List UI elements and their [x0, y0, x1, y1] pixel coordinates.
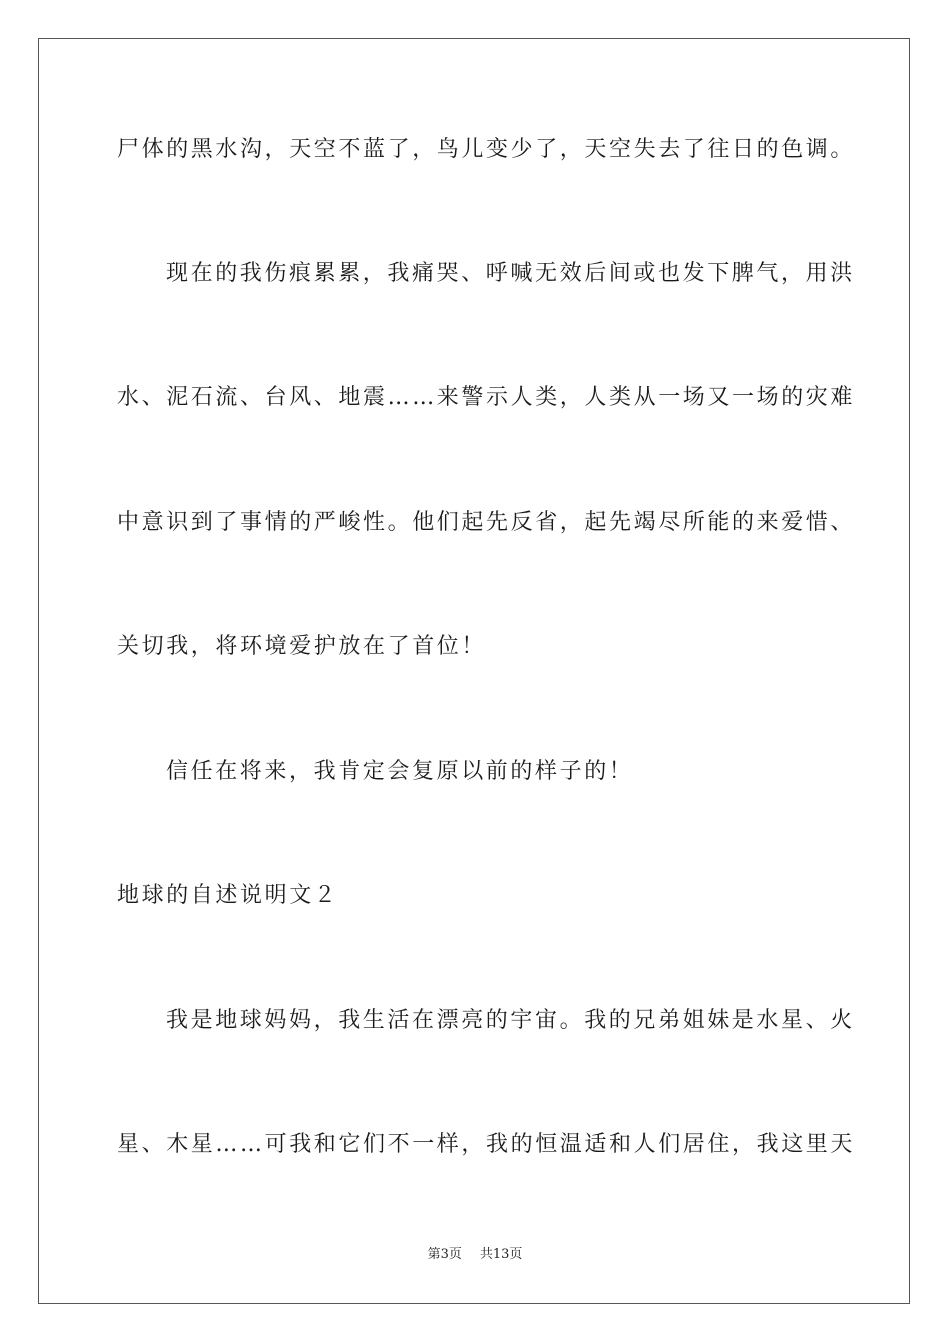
page-border: [38, 38, 910, 1304]
body-line-6: 信任在将来，我肯定会复原以前的样子的！: [166, 759, 634, 784]
body-line-4: 中意识到了事情的严峻性。他们起先反省，起先竭尽所能的来爱惜、: [117, 510, 856, 535]
body-line-2: 现在的我伤痕累累，我痛哭、呼喊无效后间或也发下脾气，用洪: [166, 261, 855, 286]
page-total: 共13页: [479, 1247, 523, 1262]
body-line-7: 我是地球妈妈，我生活在漂亮的宇宙。我的兄弟姐妹是水星、火: [166, 1008, 855, 1033]
body-line-5: 关切我，将环境爱护放在了首位！: [117, 634, 487, 659]
page-number: 第3页: [427, 1247, 462, 1262]
page-footer: [0, 1246, 950, 1264]
body-line-1: 尸体的黑水沟，天空不蓝了，鸟儿变少了，天空失去了往日的色调。: [117, 137, 856, 162]
body-line-8: 星、木星……可我和它们不一样，我的恒温适和人们居住，我这里天: [117, 1132, 856, 1157]
section-heading: 地球的自述说明文２: [117, 883, 339, 908]
body-line-3: 水、泥石流、台风、地震……来警示人类，人类从一场又一场的灾难: [117, 385, 856, 410]
